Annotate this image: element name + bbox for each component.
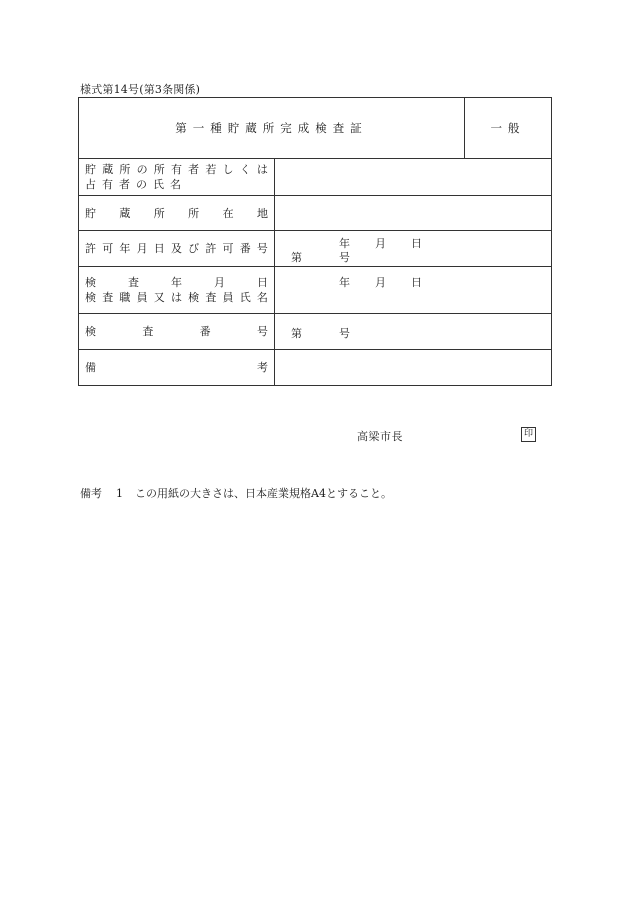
- remarks-label: [79, 350, 275, 386]
- permit-year: 年: [339, 237, 350, 250]
- footnote: [80, 485, 392, 501]
- inspection-number-suffix: 号: [339, 327, 350, 340]
- owner-value[interactable]: [275, 159, 552, 196]
- inspection-day: 日: [411, 276, 422, 289]
- owner-label: [79, 159, 275, 196]
- remarks-label-text: 備 考: [85, 361, 268, 374]
- seal-mark: 印: [521, 427, 536, 442]
- footnote-number: 1: [116, 487, 123, 500]
- inspection-number-label-text: 検 査 番 号: [85, 325, 268, 338]
- permit-label: [79, 231, 275, 267]
- permit-month: 月: [375, 237, 386, 250]
- permit-number-suffix: 号: [339, 251, 350, 264]
- inspection-number-label: [79, 314, 275, 350]
- location-label: [79, 196, 275, 231]
- inspection-number-prefix: 第: [291, 327, 302, 340]
- category-cell: 一般: [465, 98, 552, 159]
- inspection-value[interactable]: [275, 267, 552, 314]
- inspection-year: 年: [339, 276, 350, 289]
- inspection-date-label: 検 査 年 月 日: [85, 276, 268, 289]
- location-value[interactable]: [275, 196, 552, 231]
- inspection-number-value[interactable]: [275, 314, 552, 350]
- footnote-text: この用紙の大きさは、日本産業規格A4とすること。: [135, 487, 392, 500]
- inspection-month: 月: [375, 276, 386, 289]
- owner-label-line-1: 貯 蔵 所 の 所 有 者 若 し く は: [85, 163, 268, 176]
- permit-label-text: 許 可 年 月 日 及 び 許 可 番 号: [85, 242, 268, 255]
- permit-value[interactable]: [275, 231, 552, 267]
- location-label-text: 貯 蔵 所 所 在 地: [85, 206, 268, 220]
- certificate-table: [78, 97, 552, 386]
- inspection-label: [79, 267, 275, 314]
- permit-day: 日: [411, 237, 422, 250]
- inspector-label: 検 査 職 員 又 は 検 査 員 氏 名: [85, 291, 268, 304]
- owner-label-line-2: 占 有 者 の 氏 名: [85, 178, 181, 191]
- form-number: 様式第14号(第3条関係): [80, 83, 201, 96]
- permit-number-prefix: 第: [291, 251, 302, 264]
- remarks-value[interactable]: [275, 350, 552, 386]
- certificate-title: 第一種貯蔵所完成検査証: [79, 98, 465, 159]
- footnote-label: 備考: [80, 487, 102, 500]
- issuer-title: 高梁市長: [357, 430, 403, 443]
